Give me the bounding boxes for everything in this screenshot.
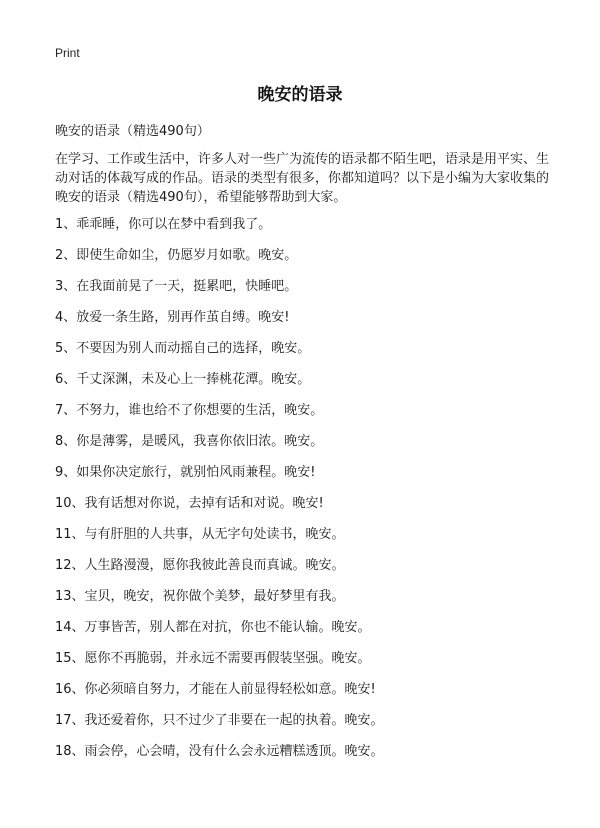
list-item: 7、不努力，谁也给不了你想要的生活，晚安。: [55, 403, 324, 418]
page-title: 晚安的语录: [257, 85, 343, 105]
list-item: 9、如果你决定旅行，就别怕风雨兼程。晚安!: [55, 465, 316, 480]
list-item: 5、不要因为别人而动摇自己的选择，晚安。: [55, 341, 311, 356]
list-item: 2、即使生命如尘，仍愿岁月如歌。晚安。: [55, 248, 298, 263]
list-item: 4、放爱一条生路，别再作茧自缚。晚安!: [55, 310, 290, 325]
list-item: 6、千丈深渊，未及心上一捧桃花潭。晚安。: [55, 372, 311, 387]
list-item: 10、我有话想对你说，去掉有话和对说。晚安!: [55, 496, 324, 511]
list-item: 3、在我面前晃了一天，挺累吧，快睡吧。: [55, 279, 298, 294]
list-item: 15、愿你不再脆弱，并永远不需要再假装坚强。晚安。: [55, 651, 371, 666]
list-item: 14、万事皆苦，别人都在对抗，你也不能认输。晚安。: [55, 620, 371, 635]
list-item: 12、人生路漫漫，愿你我彼此善良而真诚。晚安。: [55, 558, 345, 573]
print-label: Print: [55, 46, 80, 60]
intro-paragraph: 在学习、工作或生活中，许多人对一些广为流传的语录都不陌生吧，语录是用平实、生动对话的体裁写成的作品。语录的类型有很多，你都知道吗？以下是小编为大家收集的晚安的语录（精选490句），希望能够帮助到大家。: [55, 152, 550, 205]
subtitle: 晚安的语录（精选490句）: [55, 124, 210, 139]
list-item: 16、你必须暗自努力，才能在人前显得轻松如意。晚安!: [55, 682, 376, 697]
list-item: 8、你是薄雾，是暖风，我喜你依旧浓。晚安。: [55, 434, 324, 449]
list-item: 11、与有肝胆的人共事，从无字句处读书，晚安。: [55, 527, 345, 542]
quote-list: [55, 216, 555, 774]
list-item: 18、雨会停，心会晴，没有什么会永远糟糕透顶。晚安。: [55, 744, 384, 759]
list-item: 17、我还爱着你，只不过少了非要在一起的执着。晚安。: [55, 713, 384, 728]
list-item: 1、乖乖睡，你可以在梦中看到我了。: [55, 217, 272, 232]
list-item: 13、宝贝，晚安，祝你做个美梦，最好梦里有我。: [55, 589, 345, 604]
